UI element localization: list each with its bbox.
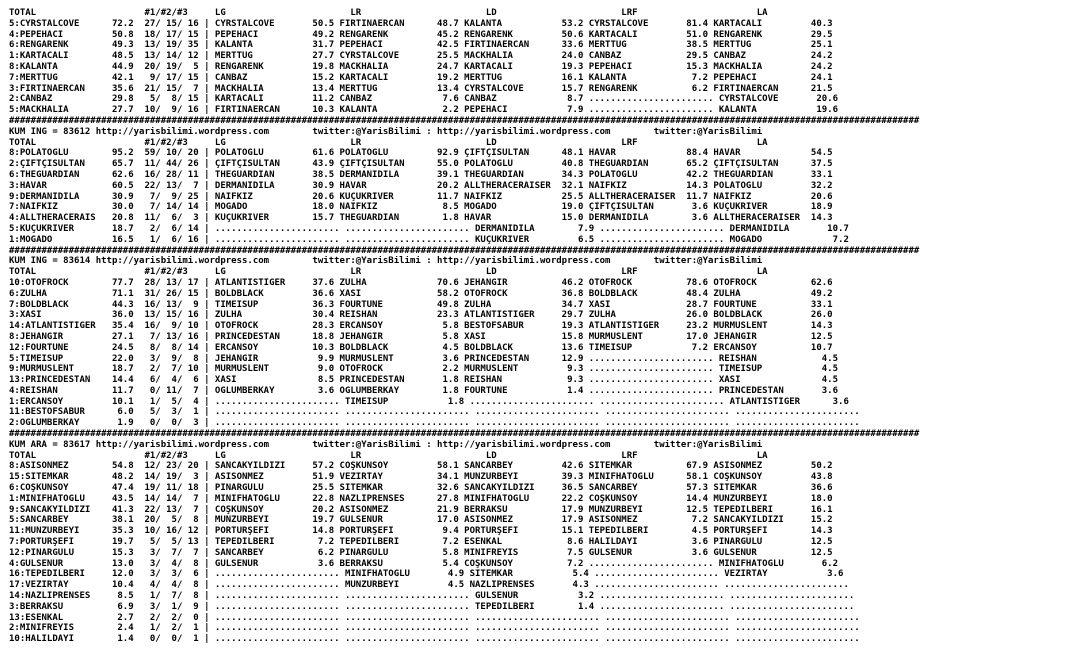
column-header-row: TOTAL #1/#2/#3 LG LR LD LRF LA (9, 137, 768, 148)
result-row: 15:SİTEMKAR 48.2 14/ 19/ 3 | ASİSÖNMEZ 51.9 VEZİRTAY 34.1 MUNZURBEYİ 39.3 MİNİFHATOĞLU 58.1 COŞKUNSOY 43.8 (9, 472, 833, 483)
result-row: 2:OĞLUMBERKAY 1.9 0/ 0/ 3 | ....................... ....................... ....................... ....................... ....................... (9, 418, 860, 429)
result-row: 7:BOLDBLACK 44.3 16/ 13/ 9 | TIMEISUP 36.3 FOURTUNE 49.8 ZÜLHA 34.7 XASİ 28.7 FOURTUNE 33.1 (9, 299, 833, 310)
result-row: 14:ATLANTISTIGER 35.4 16/ 9/ 10 | OTOFROCK 28.3 ERCANSOY 5.8 BESTOFSABUR 19.3 ATLANTISTIGER 23.2 MURMUSLENT 14.3 (9, 321, 833, 332)
result-row: 5:SANCARBEY 38.1 20/ 5/ 8 | MUNZURBEYİ 19.7 GÜLSENUR 17.0 ASİSÖNMEZ 17.9 ASİSÖNMEZ 7.2 SANCAKYILDIZI 15.2 (9, 515, 833, 526)
result-row: 1:ERCANSOY 10.1 1/ 5/ 4 | ....................... TIMEISUP 1.8 ....................... ....................... ATLANTISTIGER 3.6 (9, 396, 849, 407)
result-row: 11:BESTOFSABUR 6.0 5/ 3/ 1 | ....................... ....................... ....................... ....................... ....................... (9, 407, 860, 418)
result-row: 10:HALİLDAYI 1.4 0/ 0/ 1 | ....................... ....................... ....................... ....................... ....................... (9, 634, 860, 645)
result-row: 13:PRINCEDESTAN 14.4 6/ 4/ 6 | XASİ 8.5 PRINCEDESTAN 1.8 REİSHAN 9.3 ....................... XASİ 4.5 (9, 375, 839, 386)
result-row: 6:COŞKUNSOY 47.4 19/ 11/ 18 | PINARGÜLÜ 25.5 SİTEMKAR 32.6 SANCAKYILDIZI 36.5 SANCARBEY 57.3 SİTEMKAR 36.6 (9, 483, 833, 494)
result-row: 14:NAZLIPRENSES 8.5 1/ 7/ 8 | ....................... ....................... GÜLSENUR 3.2 ....................... ....................... (9, 591, 855, 602)
race-header-line: KUM ARA = 83617 http://yarisbilimi.wordpress.com twitter:@YarisBilimi : http://yarisbilimi.wordpress.com twitter:@YarisBilimi (9, 439, 763, 450)
result-row: 8:ASİSÖNMEZ 54.8 12/ 23/ 20 | SANCAKYILDIZI 57.2 COŞKUNSOY 58.1 SANCARBEY 42.6 SİTEMKAR 67.9 ASİSÖNMEZ 50.2 (9, 461, 833, 472)
result-row: 17:VEZİRTAY 10.4 4/ 4/ 8 | ....................... MUNZURBEYİ 4.5 NAZLIPRENSES 4.3 ....................... ....................... (9, 580, 849, 591)
result-row: 4:REİSHAN 11.7 0/ 11/ 7 | OĞLUMBERKAY 3.6 OĞLUMBERKAY 1.8 FOURTUNE 1.4 ....................... PRINCEDESTAN 3.6 (9, 385, 839, 396)
column-header-row: TOTAL #1/#2/#3 LG LR LD LRF LA (9, 267, 768, 278)
result-row: 4:PEPEHACI 50.8 18/ 17/ 15 | PEPEHACI 49.2 RENGARENK 45.2 RENGARENK 50.6 KARTACALI 51.0 RENGARENK 29.5 (9, 29, 833, 40)
race-block-83614 (9, 256, 1077, 429)
result-row: 1:MİNİFHATOĞLU 43.5 14/ 14/ 7 | MİNİFHATOĞLU 22.8 NAZLIPRENSES 27.8 MİNİFHATOĞLU 22.2 COŞKUNSOY 14.4 MUNZURBEYİ 18.0 (9, 493, 833, 504)
result-row: 1:MOGADO 16.5 1/ 6/ 16 | ....................... ....................... KÜÇÜKRIVER 6.5 ....................... MOGADO 7.2 (9, 234, 849, 245)
separator-line-1: ######################################################################################################################################################################## (9, 115, 920, 126)
race-block-83612 (9, 127, 1077, 246)
result-row: 5:MACKHALIA 27.7 10/ 9/ 16 | FIRTINAERCAN 10.3 KALANTA 2.2 PEPEHACI 7.9 ....................... KALANTA 19.6 (9, 105, 839, 116)
result-row: 2:ÇİFTÇİSULTAN 65.7 11/ 44/ 26 | ÇİFTÇİSULTAN 43.9 ÇİFTÇİSULTAN 55.0 POLATOĞLU 40.8 THEGUARDIAN 65.2 ÇİFTÇİSULTAN 37.5 (9, 159, 833, 170)
race-block-1 (9, 8, 1077, 116)
result-row: 4:ALLTHERACERAIS 20.8 11/ 6/ 3 | KÜÇÜKRIVER 15.7 THEGUARDIAN 1.8 HAVAR 15.0 DERMANIDILA 3.6 ALLTHERACERAISER 14.3 (9, 213, 833, 224)
result-row: 6:THEGUARDIAN 62.6 16/ 28/ 11 | THEGUARDIAN 38.5 DERMANIDILA 39.1 THEGUARDIAN 34.3 POLATOĞLU 42.2 THEGUARDIAN 33.1 (9, 169, 833, 180)
result-row: 2:MİNİFREYİS 2.4 1/ 2/ 1 | ....................... ....................... ....................... ....................... ....................... (9, 623, 860, 634)
result-row: 7:NAİFKIZ 30.0 7/ 14/ 14 | MOGADO 18.0 NAİFKIZ 8.5 MOGADO 19.0 ÇİFTÇİSULTAN 3.6 KÜÇÜKRIVER 18.9 (9, 202, 833, 213)
result-row: 5:CYRSTALCOVE 72.2 27/ 15/ 16 | CYRSTALCOVE 50.5 FIRTINAERCAN 48.7 KALANTA 53.2 CYRSTALCOVE 81.4 KARTACALI 40.3 (9, 18, 833, 29)
result-row: 12:FOURTUNE 24.5 8/ 8/ 14 | ERCANSOY 10.3 BOLDBLACK 4.5 BOLDBLACK 13.6 TIMEISUP 7.2 ERCANSOY 10.7 (9, 342, 833, 353)
result-row: 3:HAVAR 60.5 22/ 13/ 7 | DERMANIDILA 30.9 HAVAR 20.2 ALLTHERACERAISER 32.1 NAİFKIZ 14.3 POLATOĞLU 32.2 (9, 180, 833, 191)
result-row: 8:KALANTA 44.9 20/ 19/ 5 | RENGARENK 19.8 MACKHALIA 24.7 KARTACALI 19.3 PEPEHACI 15.3 MACKHALIA 24.2 (9, 61, 833, 72)
separator-line-2: ######################################################################################################################################################################## (9, 245, 920, 256)
separator-line-3: ######################################################################################################################################################################## (9, 429, 920, 440)
result-row: 4:GÜLSENUR 13.0 3/ 4/ 8 | GÜLSENUR 3.6 BERRAKSU 5.4 COŞKUNSOY 7.2 ....................... MİNİFHATOĞLU 6.2 (9, 558, 839, 569)
result-row: 9:MURMUSLENT 18.7 2/ 7/ 10 | MURMUSLENT 9.0 OTOFROCK 2.2 MURMUSLENT 9.3 ....................... TIMEISUP 4.5 (9, 364, 839, 375)
result-row: 12:PINARGÜLÜ 15.3 3/ 7/ 7 | SANCARBEY 6.2 PINARGÜLÜ 5.8 MİNİFREYİS 7.5 GÜLSENUR 3.6 GÜLSENUR 12.5 (9, 547, 833, 558)
result-row: 16:TEPEDİLBERİ 12.0 3/ 3/ 6 | ....................... MİNİFHATOĞLU 4.9 SİTEMKAR 5.4 ....................... VEZİRTAY 3.6 (9, 569, 844, 580)
result-row: 6:ZÜLHA 71.1 31/ 26/ 15 | BOLDBLACK 36.6 XASİ 58.2 OTOFROCK 36.8 BOLDBLACK 48.4 ZÜLHA 49.2 (9, 288, 833, 299)
race-header-line: KUM ING = 83612 http://yarisbilimi.wordpress.com twitter:@YarisBilimi : http://yarisbilimi.wordpress.com twitter:@YarisBilimi (9, 126, 763, 137)
result-row: 7:MERTTUĞ 42.1 9/ 17/ 15 | CANBAZ 15.2 KARTACALI 19.2 MERTTUĞ 16.1 KALANTA 7.2 PEPEHACI 24.1 (9, 72, 833, 83)
result-row: 2:CANBAZ 29.8 5/ 8/ 15 | KARTACALI 11.2 CANBAZ 7.6 CANBAZ 8.7 ....................... CYRSTALCOVE 20.6 (9, 94, 839, 105)
column-header-row: TOTAL #1/#2/#3 LG LR LD LRF LA (9, 450, 768, 461)
result-row: 3:XASİ 36.0 13/ 15/ 16 | ZÜLHA 30.4 REİSHAN 23.3 ATLANTISTIGER 29.7 ZÜLHA 26.0 BOLDBLACK 26.0 (9, 310, 833, 321)
result-row: 3:FIRTINAERCAN 35.6 21/ 15/ 7 | MACKHALIA 13.4 MERTTUĞ 13.4 CYRSTALCOVE 15.7 RENGARENK 6.2 FIRTINAERCAN 21.5 (9, 83, 833, 94)
result-row: 13:ESENKAL 2.7 2/ 2/ 0 | ....................... ....................... ....................... ....................... ....................... (9, 612, 860, 623)
result-row: 5:KÜÇÜKRIVER 18.7 2/ 6/ 14 | ....................... ....................... DERMANIDILA 7.9 ....................... DERMANIDILA 10.7 (9, 223, 849, 234)
result-row: 9:DERMANIDILA 30.9 7/ 9/ 25 | NAİFKIZ 20.6 KÜÇÜKRIVER 11.7 NAİFKIZ 25.5 ALLTHERACERAISER 11.7 NAİFKIZ 20.6 (9, 191, 833, 202)
race-block-83617 (9, 440, 1077, 645)
result-row: 9:SANCAKYILDIZI 41.3 22/ 13/ 7 | COŞKUNSOY 20.2 ASİSÖNMEZ 21.9 BERRAKSU 17.9 MUNZURBEYİ 12.5 TEPEDİLBERİ 16.1 (9, 504, 833, 515)
column-header-row: TOTAL #1/#2/#3 LG LR LD LRF LA (9, 8, 768, 18)
result-row: 1:KARTACALI 48.5 13/ 14/ 12 | MERTTUĞ 27.7 CYRSTALCOVE 25.5 MACKHALIA 24.0 CANBAZ 29.5 CANBAZ 24.2 (9, 51, 833, 62)
race-header-line: KUM ING = 83614 http://yarisbilimi.wordpress.com twitter:@YarisBilimi : http://yarisbilimi.wordpress.com twitter:@YarisBilimi (9, 256, 763, 267)
result-row: 5:TIMEISUP 22.0 3/ 9/ 8 | JEHANGIR 9.9 MURMUSLENT 3.6 PRINCEDESTAN 12.9 ....................... REİSHAN 4.5 (9, 353, 839, 364)
result-row: 7:PORTÜRŞEFİ 19.7 5/ 5/ 13 | TEPEDİLBERİ 7.2 TEPEDİLBERİ 7.2 ESENKAL 8.6 HALİLDAYI 3.6 PINARGÜLÜ 12.5 (9, 537, 833, 548)
result-row: 6:RENGARENK 49.3 13/ 19/ 35 | KALANTA 31.7 PEPEHACI 42.5 FIRTINAERCAN 33.6 MERTTUĞ 38.5 MERTTUĞ 25.1 (9, 40, 833, 51)
result-row: 8:POLATOĞLU 95.2 59/ 10/ 20 | POLATOĞLU 61.6 POLATOĞLU 92.9 ÇİFTÇİSULTAN 48.1 HAVAR 88.4 HAVAR 54.5 (9, 148, 833, 159)
result-row: 11:MUNZURBEYİ 35.3 10/ 16/ 12 | PORTÜRŞEFİ 14.8 PORTÜRŞEFİ 9.4 PORTÜRŞEFİ 15.1 TEPEDİLBERİ 4.5 PORTÜRŞEFİ 14.3 (9, 526, 833, 537)
result-row: 3:BERRAKSU 6.9 3/ 1/ 9 | ....................... ....................... TEPEDİLBERİ 1.4 ....................... ....................... (9, 601, 855, 612)
result-row: 8:JEHANGIR 27.1 7/ 13/ 16 | PRINCEDESTAN 18.8 JEHANGIR 5.8 XASİ 15.8 MURMUSLENT 17.0 JEHANGIR 12.5 (9, 331, 833, 342)
result-row: 10:OTOFROCK 77.7 28/ 13/ 17 | ATLANTISTIGER 37.6 ZÜLHA 70.6 JEHANGIR 46.2 OTOFROCK 78.6 OTOFROCK 62.6 (9, 277, 833, 288)
